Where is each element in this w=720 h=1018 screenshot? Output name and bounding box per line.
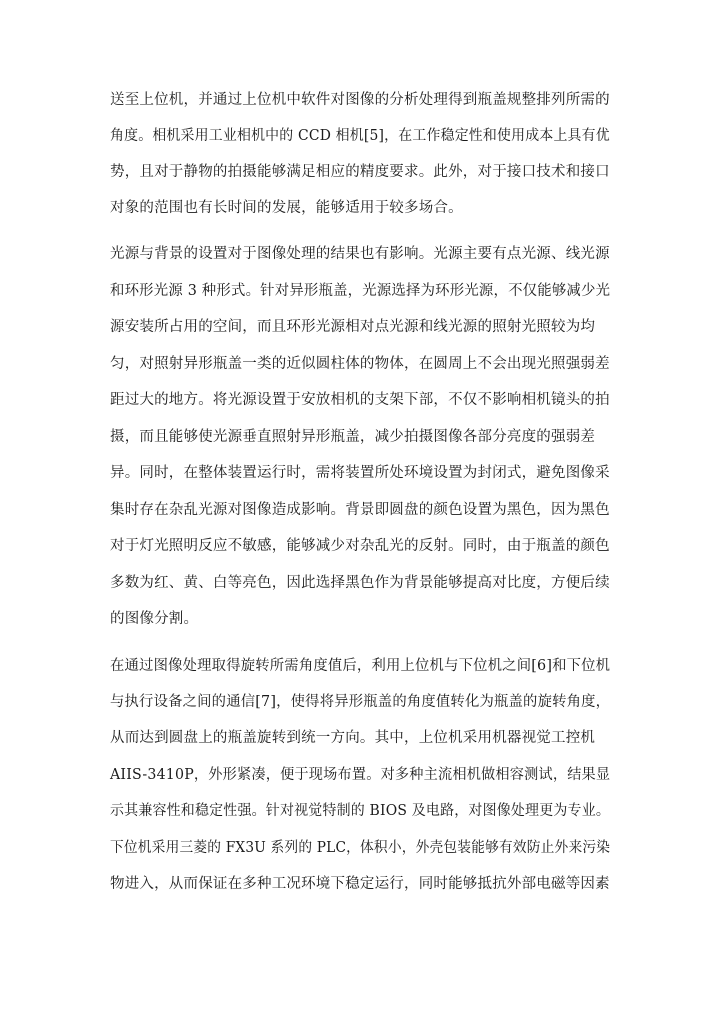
paragraph-3-line-7: 物进入，从而保证在多种工况环境下稳定运行，同时能够抵抗外部电磁等因素 <box>110 876 610 892</box>
paragraph-2-line-7: 异。同时，在整体装置运行时，需将装置所处环境设置为封闭式，避免图像采 <box>110 465 610 481</box>
paragraph-1-line-4: 对象的范围也有长时间的发展，能够适用于较多场合。 <box>110 200 463 216</box>
paragraph-2-line-9: 对于灯光照明反应不敏感，能够减少对杂乱光的反射。同时，由于瓶盖的颜色 <box>110 538 610 554</box>
paragraph-2-line-11: 的图像分割。 <box>110 611 199 627</box>
paragraph-2-line-10: 多数为红、黄、白等亮色，因此选择黑色作为背景能够提高对比度，方便后续 <box>110 575 610 591</box>
paragraph-3-line-2: 与执行设备之间的通信[7]，使得将异形瓶盖的角度值转化为瓶盖的旋转角度， <box>110 694 611 710</box>
paragraph-2-line-1: 光源与背景的设置对于图像处理的结果也有影响。光源主要有点光源、线光源 <box>110 246 610 262</box>
paragraph-2-line-6: 摄，而且能够使光源垂直照射异形瓶盖，减少拍摄图像各部分亮度的强弱差 <box>110 429 596 445</box>
paragraph-1-line-1: 送至上位机，并通过上位机中软件对图像的分析处理得到瓶盖规整排列所需的 <box>110 92 610 108</box>
paragraph-3-line-1: 在通过图像处理取得旋转所需角度值后，利用上位机与下位机之间[6]和下位机 <box>110 658 611 674</box>
paragraph-2-line-2: 和环形光源 3 种形式。针对异形瓶盖，光源选择为环形光源，不仅能够减少光 <box>110 283 611 299</box>
paragraph-3-line-5: 示其兼容性和稳定性强。针对视觉特制的 BIOS 及电路，对图像处理更为专业。 <box>110 803 611 819</box>
paragraph-1-line-2: 角度。相机采用工业相机中的 CCD 相机[5]，在工作稳定性和使用成本上具有优 <box>110 128 610 144</box>
paragraph-2-line-5: 距过大的地方。将光源设置于安放相机的支架下部，不仅不影响相机镜头的拍 <box>110 392 610 408</box>
paragraph-1-line-3: 势，且对于静物的拍摄能够满足相应的精度要求。此外，对于接口技术和接口 <box>110 164 610 180</box>
paragraph-2-line-4: 匀，对照射异形瓶盖一类的近似圆柱体的物体，在圆周上不会出现光照强弱差 <box>110 356 610 372</box>
paragraph-3-line-6: 下位机采用三菱的 FX3U 系列的 PLC，体积小，外壳包装能够有效防止外来污染 <box>110 840 611 856</box>
paragraph-3-line-4: AIIS-3410P，外形紧凑，便于现场布置。对多种主流相机做相容测试，结果显 <box>110 767 611 783</box>
paragraph-3-line-3: 从而达到圆盘上的瓶盖旋转到统一方向。其中，上位机采用机器视觉工控机 <box>110 730 596 746</box>
paragraph-2-line-8: 集时存在杂乱光源对图像造成影响。背景即圆盘的颜色设置为黑色，因为黑色 <box>110 502 610 518</box>
paragraph-2-line-3: 源安装所占用的空间，而且环形光源相对点光源和线光源的照射光照较为均 <box>110 319 596 335</box>
